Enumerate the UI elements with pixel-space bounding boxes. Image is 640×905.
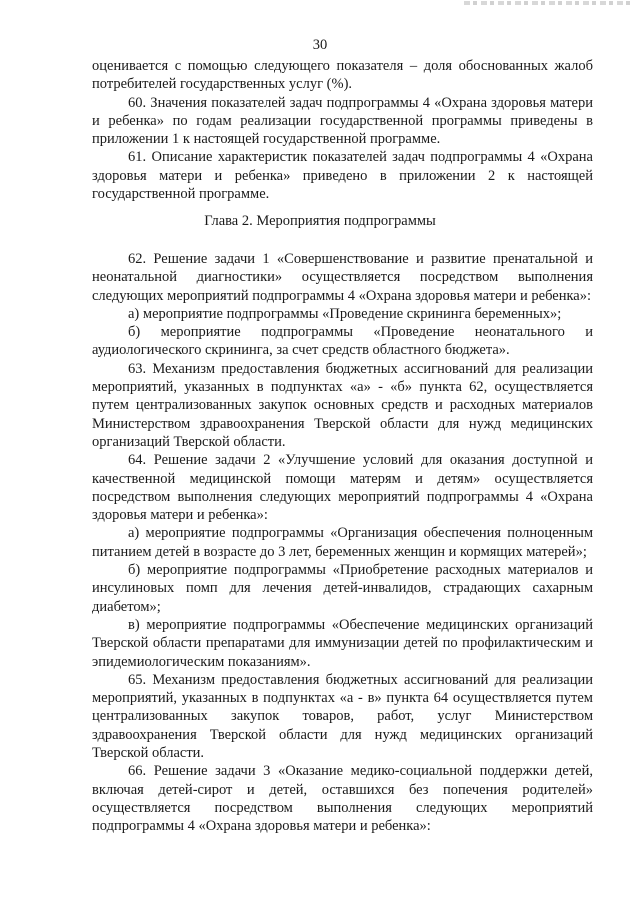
body-text-block <box>92 250 593 836</box>
paragraph-60: 60. Значения показателей задач подпрограммы 4 «Охрана здоровья матери и ребенка» по годам реализации государственной программы приведены в приложении 1 к настоящей государственной программе. <box>92 94 593 148</box>
paragraph-61: 61. Описание характеристик показателей задач подпрограммы 4 «Охрана здоровья матери и ребенка» приведено в приложении 2 к настоящей государственной программе. <box>92 149 593 203</box>
paragraph-64-b: б) мероприятие подпрограммы «Приобретение расходных материалов и инсулиновых помп для лечения детей-инвалидов, страдающих сахарным диабетом»; <box>92 562 593 615</box>
paragraph-62-b: б) мероприятие подпрограммы «Проведение неонатального и аудиологического скрининга, за счет средств областного бюджета». <box>92 324 593 359</box>
scan-marks <box>464 1 634 5</box>
paragraph-65: 65. Механизм предоставления бюджетных ассигнований для реализации мероприятий, указанных в подпунктах «а - в» пункта 64 осуществляется путем централизованных закупок товаров, работ, услуг Министерством здравоохранения Тверской области для нужд медицинских организаций Тверской области. <box>92 671 593 762</box>
chapter-heading: Глава 2. Мероприятия подпрограммы <box>204 213 436 229</box>
paragraph-62-a: а) мероприятие подпрограммы «Проведение скрининга беременных»; <box>128 305 562 322</box>
paragraph-64-a: а) мероприятие подпрограммы «Организация обеспечения полноценным питанием детей в возрасте до 3 лет, беременных женщин и кормящих матерей»; <box>92 525 593 560</box>
paragraph-62: 62. Решение задачи 1 «Совершенствование и развитие пренатальной и неонатальной диагностики» осуществляется посредством выполнения следующих мероприятий подпрограммы 4 «Охрана здоровья матери и ребенка»: <box>92 251 593 304</box>
paragraph-63: 63. Механизм предоставления бюджетных ассигнований для реализации мероприятий, указанных в подпунктах «а» - «б» пункта 62, осуществляется путем централизованных закупок основных средств и расходных материалов Министерством здравоохранения Тверской области для нужд медицинских организаций Тверской области. <box>92 360 593 450</box>
paragraph-64-c: в) мероприятие подпрограммы «Обеспечение медицинских организаций Тверской области препаратами для иммунизации детей по профилактическим и эпидемиологическим показаниям». <box>92 616 593 670</box>
top-text-block <box>92 57 593 203</box>
paragraph-66: 66. Решение задачи 3 «Оказание медико-социальной поддержки детей, включая детей-сирот и детей, оставшихся без попечения родителей» осуществляется посредством выполнения следующих мероприятий подпрограммы 4 «Охрана здоровья матери и ребенка»: <box>92 763 593 835</box>
paragraph-64: 64. Решение задачи 2 «Улучшение условий для оказания доступной и качественной медицинской помощи матерям и детям» осуществляется посредством выполнения следующих мероприятий подпрограммы 4 «Охрана здоровья матери и ребенка»: <box>92 452 593 524</box>
paragraph-continuation: оценивается с помощью следующего показателя – доля обоснованных жалоб потребителей государственных услуг (%). <box>92 58 593 93</box>
page-number: 30 <box>312 37 328 53</box>
